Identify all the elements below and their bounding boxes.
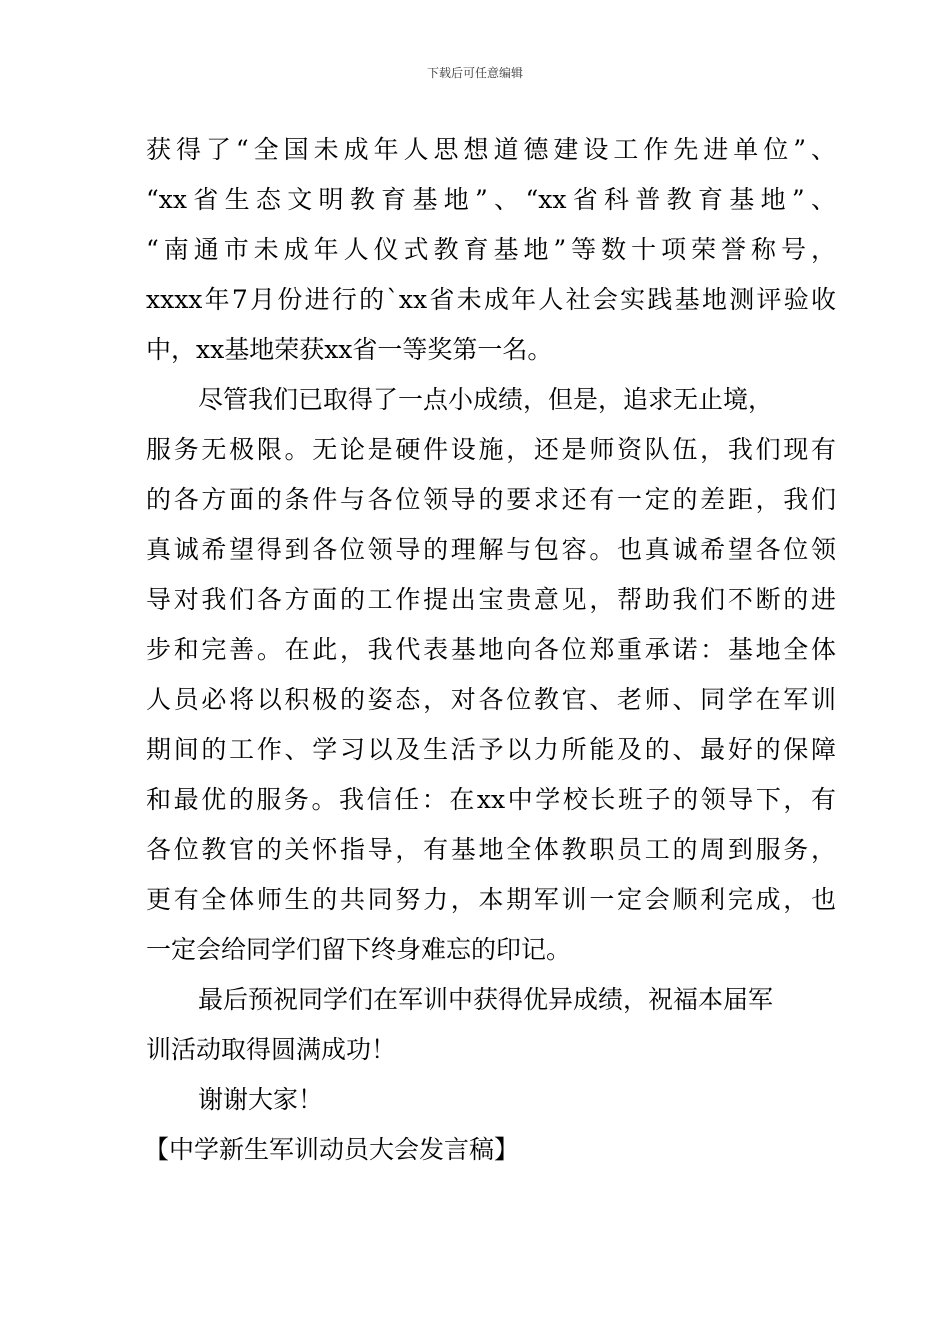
text-line: “xx省生态文明教育基地”、“xx省科普教育基地”、 <box>146 185 836 214</box>
text-line: 步和完善。在此，我代表基地向各位郑重承诺：基地全体 <box>146 635 836 664</box>
document-body <box>146 125 836 1175</box>
section-title: 【中学新生军训动员大会发言稿】 <box>144 1135 520 1164</box>
paragraph-commitment <box>146 375 836 975</box>
text-line: “南通市未成年人仪式教育基地”等数十项荣誉称号， <box>146 235 836 264</box>
text-line: 更有全体师生的共同努力，本期军训一定会顺利完成，也 <box>146 885 836 914</box>
paragraph-wishes <box>146 975 836 1075</box>
paragraph-thanks <box>146 1075 836 1125</box>
text-line: 最后预祝同学们在军训中获得优异成绩，祝福本届军 <box>198 985 774 1014</box>
text-line: 获得了“全国未成年人思想道德建设工作先进单位”、 <box>146 135 836 164</box>
text-line: 人员必将以积极的姿态，对各位教官、老师、同学在军训 <box>146 685 836 714</box>
text-line: 尽管我们已取得了一点小成绩，但是，追求无止境， <box>198 385 774 414</box>
text-line: 服务无极限。无论是硬件设施，还是师资队伍，我们现有 <box>146 435 836 464</box>
text-line: xxxx年7月份进行的`xx省未成年人社会实践基地测评验收 <box>146 285 836 314</box>
text-line: 和最优的服务。我信任：在xx中学校长班子的领导下，有 <box>146 785 836 814</box>
text-line: 谢谢大家！ <box>198 1085 324 1114</box>
text-line: 中，xx基地荣获xx省一等奖第一名。 <box>146 335 553 364</box>
text-line: 期间的工作、学习以及生活予以力所能及的、最好的保障 <box>146 735 836 764</box>
text-line: 各位教官的关怀指导，有基地全体教职员工的周到服务， <box>146 835 836 864</box>
text-line: 真诚希望得到各位领导的理解与包容。也真诚希望各位领 <box>146 535 836 564</box>
text-line: 训活动取得圆满成功！ <box>146 1035 397 1064</box>
text-line: 一定会给同学们留下终身难忘的印记。 <box>146 935 572 964</box>
paragraph-honors <box>146 125 836 375</box>
text-line: 导对我们各方面的工作提出宝贵意见，帮助我们不断的进 <box>146 585 836 614</box>
page-header: 下载后可任意编辑 <box>426 66 523 80</box>
text-line: 的各方面的条件与各位领导的要求还有一定的差距，我们 <box>146 485 836 514</box>
